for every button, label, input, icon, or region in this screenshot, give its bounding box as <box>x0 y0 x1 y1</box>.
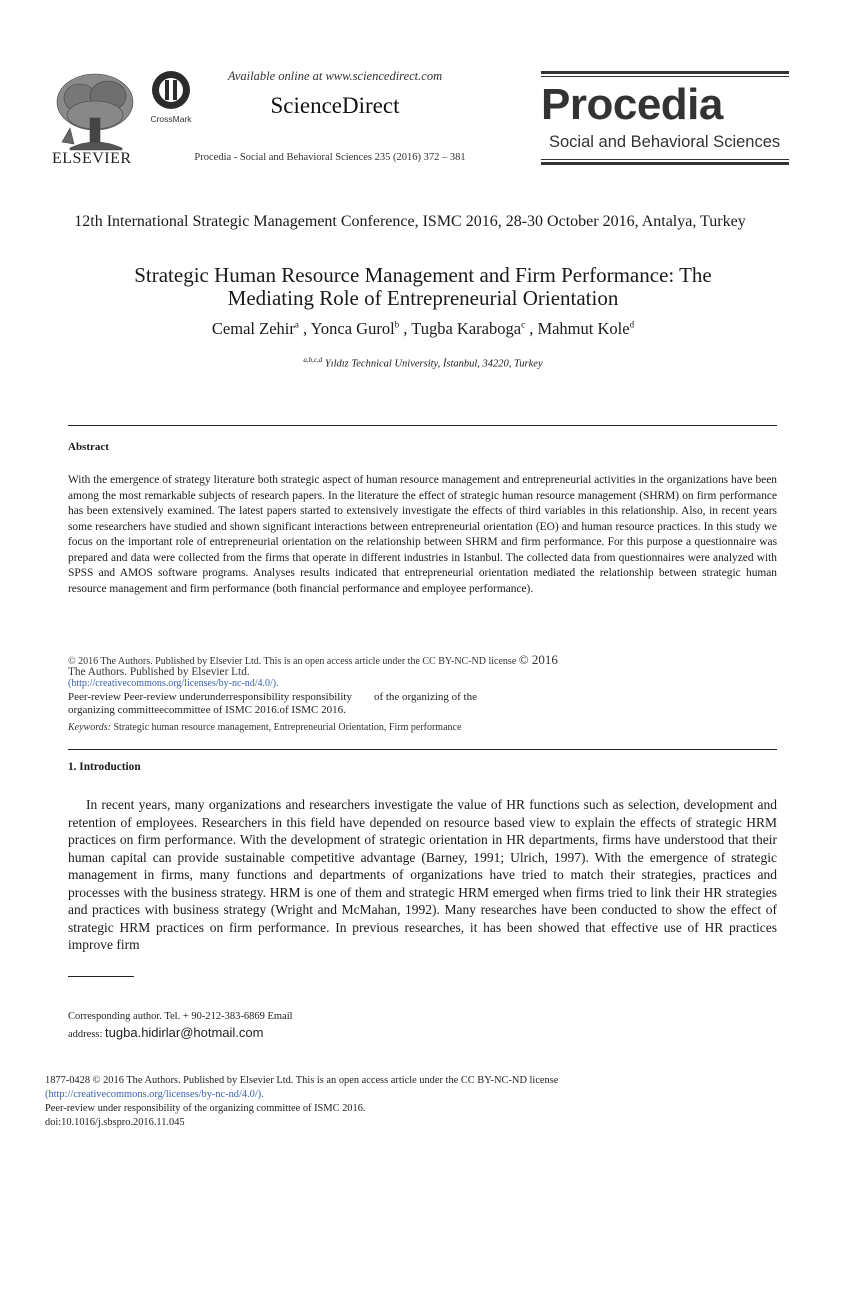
introduction-body: In recent years, many organizations and researchers investigate the value of HR functions such as selection, development and retention of employees. Researchers in this field have depended on resource based view to explain the effects of strategic HRM practices on firm performance. With the development of strategic orientation in HR departments, firms have understood that their human capital can provide sustainable competitive advantage (Barney, 1991; Ulrich, 1997). With the emergence of strategic management in firms, many functions and departments of organizations have tried to match their strategies, practices and processes with the business strategy. HRM is one of them and strategic HRM emerged when firms tried to link their HR strategies and practices with business strategy (Wright and McMahan, 1992). Many researches have been conducted to show the effect of strategic HRM practices on firm performance. In previous researches, it has been showed that effective use of HR practices improve firm <box>68 797 777 952</box>
available-online-text: Available online at www.sciencedirect.com <box>227 69 443 83</box>
author-list: Cemal Zehir$^a$ , Yonca Gurol$^b$ , Tugba Karaboga$^c$ , Mahmut Kole$^d$ <box>211 319 635 338</box>
keywords <box>68 722 777 733</box>
corresponding-author <box>68 1009 468 1043</box>
corresponding-line1: Corresponding author. Tel. + 90-212-383-6869 Email <box>68 1011 293 1022</box>
publisher-name: ELSEVIER <box>52 150 132 167</box>
divider <box>68 749 777 750</box>
section-heading: 1. Introduction <box>68 761 141 773</box>
copyright-text: © 2016 The Authors. Published by Elsevier Ltd. This is an open access article under the CC BY-NC-ND license <box>68 656 517 667</box>
author-sup: c <box>521 319 526 330</box>
author-sup: a <box>294 319 299 330</box>
procedia-rule <box>541 162 789 165</box>
paper-title <box>60 264 786 310</box>
crossmark-label: CrossMark <box>150 114 192 124</box>
keywords-label: Keywords: <box>68 722 111 733</box>
copyright-year: © 2016 <box>518 652 558 667</box>
journal-citation: Procedia - Social and Behavioral Sciences 235 (2016) 372 – 381 <box>194 152 466 163</box>
procedia-subtitle: Social and Behavioral Sciences <box>549 133 781 151</box>
footnote-divider <box>68 976 134 977</box>
email-link[interactable]: tugba.hidirlar@hotmail.com <box>105 1025 264 1040</box>
corresponding-line2 <box>68 1025 468 1043</box>
divider <box>68 425 777 426</box>
author-sup: d <box>629 319 635 330</box>
affiliation-text: Yıldız Technical University, İstanbul, 34220, Turkey <box>324 358 543 370</box>
affiliation-sup: a,b,c,d <box>303 356 323 364</box>
peer-review-line1: Peer-review Peer-review underunderresponsibility responsibility of the organizing of the <box>68 691 477 703</box>
procedia-logo-text: Procedia <box>541 80 723 129</box>
paper-title-line1: Strategic Human Resource Management and Firm Performance: The <box>134 263 712 287</box>
footer-doi[interactable]: doi:10.1016/j.sbspro.2016.11.045 <box>45 1117 185 1128</box>
author-sup: b <box>394 319 400 330</box>
author-name: Cemal Zehir <box>211 319 295 338</box>
conference-line: 12th International Strategic Management Conference, ISMC 2016, 28-30 October 2016, Antalya, Turkey <box>74 213 746 230</box>
sciencedirect-title[interactable]: ScienceDirect <box>270 93 400 118</box>
author-name: Mahmut Kole <box>537 319 630 338</box>
footer-peer-review: Peer-review under responsibility of the organizing committee of ISMC 2016. <box>45 1103 366 1114</box>
abstract-body: With the emergence of strategy literature both strategic aspect of human resource management and entrepreneurial activities in the organizations have been among the most remarkable subjects of research papers. In the literature the effect of strategic human resource management (SHRM) on firm performance has been extensively examined. The latest papers started to extensively investigate the effects of third variables in this relationship. Also, in recent years some researchers have studied and shown significant interactions between entrepreneurial orientation (EO) and human resource practices. In this study we focus on the important role of entrepreneurial orientation on the relationship between SHRM and firm performance. For this purpose a questionnaire was prepared and data were collected from the firms that operate in different industries in Istanbul. The collected data from questionnaires were analyzed with SPSS and AMOS software programs. Analyses results indicated that entrepreneurial orientation mediated the relationship between strategic human resource management and firm performance (both financial performance and employee performance). <box>68 474 777 595</box>
procedia-rule <box>541 159 789 160</box>
author-name: Tugba Karaboga <box>411 319 522 338</box>
affiliation <box>60 356 786 370</box>
page-footer <box>45 1074 805 1130</box>
peer-review-line2: organizing committeecommittee of ISMC 2016.of ISMC 2016. <box>68 704 346 716</box>
copyright-block <box>68 666 368 690</box>
paper-title-line2: Mediating Role of Entrepreneurial Orientation <box>227 286 619 310</box>
footer-license: 1877-0428 © 2016 The Authors. Published by Elsevier Ltd. This is an open access article under the CC BY-NC-ND license <box>45 1075 559 1086</box>
procedia-rule <box>541 71 789 74</box>
peer-review-note <box>68 691 548 717</box>
copyright-authors: The Authors. Published by Elsevier Ltd. <box>68 666 250 678</box>
keywords-text: Strategic human resource management, Entrepreneurial Orientation, Firm performance <box>113 722 462 733</box>
address-label: address: <box>68 1029 103 1040</box>
abstract-heading: Abstract <box>68 441 109 453</box>
license-link[interactable]: (http://creativecommons.org/licenses/by-nc-nd/4.0/). <box>68 678 279 689</box>
author-name: Yonca Gurol <box>310 319 395 338</box>
procedia-rule <box>541 76 789 77</box>
footer-license-link[interactable]: (http://creativecommons.org/licenses/by-nc-nd/4.0/). <box>45 1089 264 1100</box>
